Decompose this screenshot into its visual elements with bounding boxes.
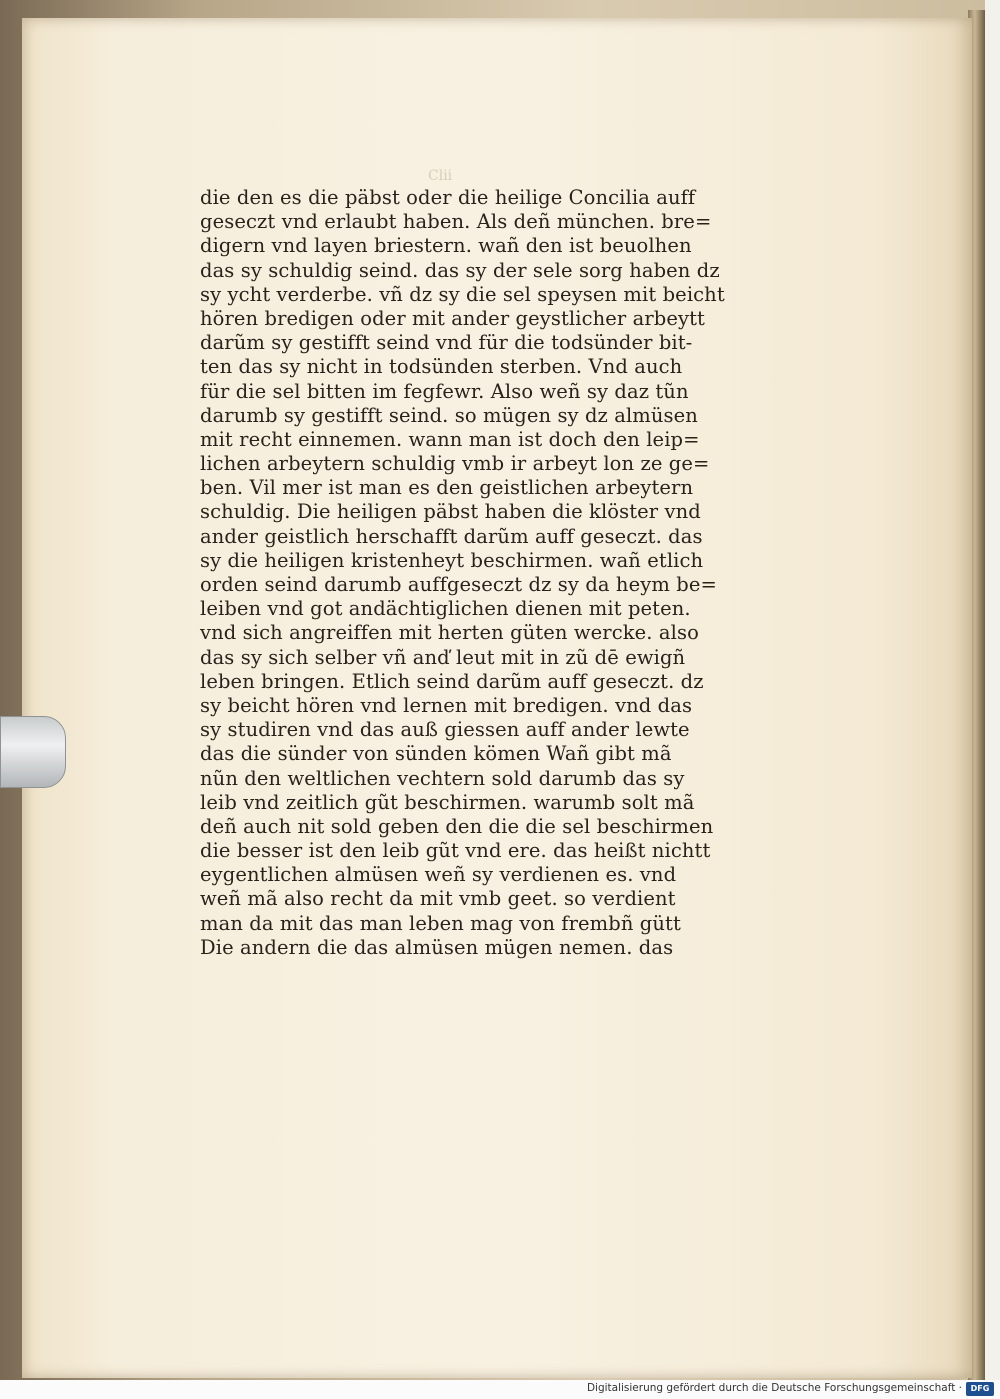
text-line: orden seind darumb auffgeseczt dz sy da heym be= — [200, 573, 717, 596]
page-text — [200, 186, 780, 960]
footer-bar — [0, 1380, 1000, 1399]
text-line: eygentlichen almüsen weñ sy verdienen es. vnd — [200, 863, 677, 887]
dfg-logo-icon: DFG — [966, 1382, 994, 1396]
text-line: die besser ist den leib gũt vnd ere. das heißt nichtt — [200, 839, 711, 863]
text-line: schuldig. Die heiligen päbst haben die klöster vnd — [200, 500, 701, 524]
text-line: digern vnd layen briestern. wañ den ist beuolhen — [200, 234, 692, 258]
text-line: ander geistlich herschafft darũm auff geseczt. das — [200, 524, 703, 548]
text-line: weñ mã also recht da mit vmb geet. so verdient — [200, 887, 676, 911]
text-line: das die sünder von sünden kömen Wañ gibt mã — [200, 742, 672, 766]
text-line: die den es die päbst oder die heilige Concilia auff — [200, 186, 696, 209]
running-head: Clii — [428, 168, 453, 184]
footer-credit: Digitalisierung gefördert durch die Deutsche Forschungsgemeinschaft · — [586, 1382, 962, 1394]
text-line: sy beicht hören vnd lernen mit bredigen. vnd das — [200, 693, 693, 717]
text-line: das sy sich selber vñ anď leut mit in zũ dē ewigñ — [200, 645, 686, 669]
text-line: ten das sy nicht in todsünden sterben. Vnd auch — [200, 355, 683, 379]
text-line: lichen arbeytern schuldig vmb ir arbeyt lon ze ge= — [200, 452, 710, 476]
text-line: leib vnd zeitlich gũt beschirmen. warumb solt mã — [200, 790, 695, 814]
text-line: sy studiren vnd das auß giessen auff ander lewte — [200, 718, 690, 742]
text-line: darumb sy gestifft seind. so mügen sy dz almüsen — [200, 403, 698, 427]
text-line: man da mit das man leben mag von frembñ gütt — [200, 911, 681, 935]
text-line: nũn den weltlichen vechtern sold darumb das sy — [200, 766, 685, 790]
text-line: geseczt vnd erlaubt haben. Als deñ münchen. bre= — [200, 210, 712, 234]
text-line: darũm sy gestifft seind vnd für die todsünder bit- — [200, 331, 693, 355]
text-line: das sy schuldig seind. das sy der sele sorg haben dz — [200, 258, 720, 282]
text-line: für die sel bitten im fegfewr. Also weñ sy daz tũn — [200, 379, 689, 403]
text-line: vnd sich angreiffen mit herten güten wercke. also — [200, 621, 699, 645]
text-line: mit recht einnemen. wann man ist doch den leip= — [200, 427, 700, 451]
text-line: deñ auch nit sold geben den die die sel beschirmen — [200, 814, 714, 838]
text-line: sy die heiligen kristenheyt beschirmen. wañ etlich — [200, 548, 704, 572]
text-line: leiben vnd got andächtiglichen dienen mit peten. — [200, 597, 691, 621]
text-line: ben. Vil mer ist man es den geistlichen arbeytern — [200, 476, 694, 500]
text-line: Die andern die das almüsen mügen nemen. das — [200, 935, 674, 959]
text-line: sy ycht verderbe. vñ dz sy die sel speysen mit beicht — [200, 282, 725, 306]
text-line: hören bredigen oder mit ander geystlicher arbeytt — [200, 306, 705, 330]
bookmark-tab — [0, 716, 66, 788]
text-line: leben bringen. Etlich seind darũm auff geseczt. dz — [200, 669, 704, 693]
